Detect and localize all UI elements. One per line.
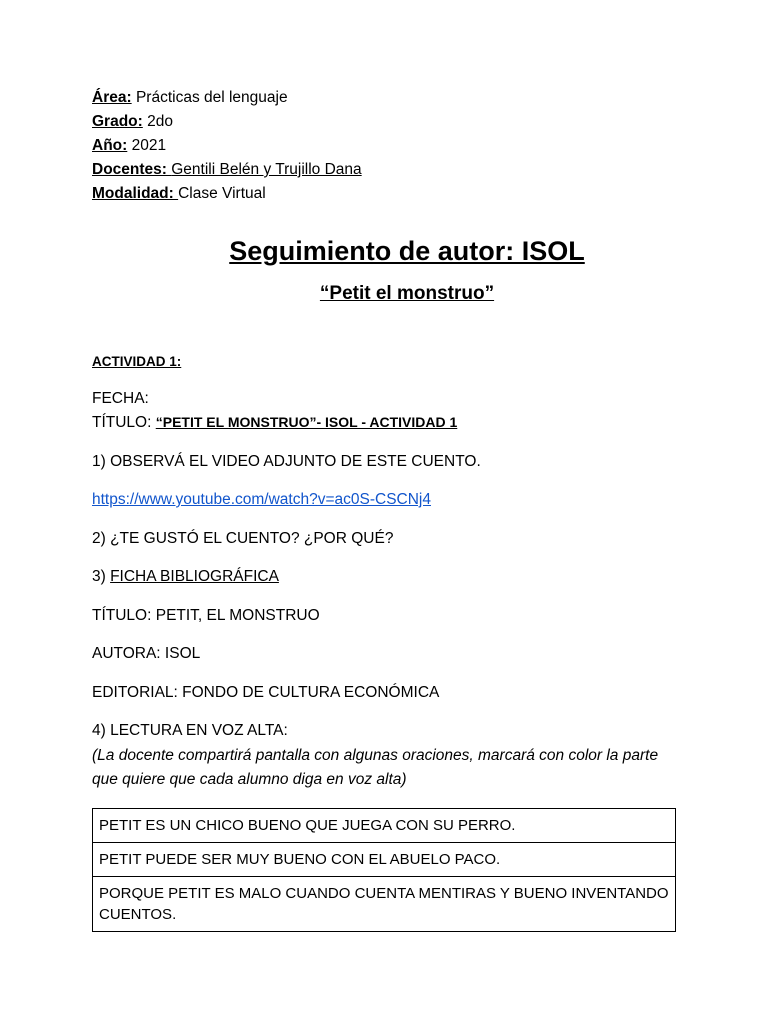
- document-page: [92, 86, 682, 923]
- docentes-value: Gentili Belén y Trujillo Dana: [171, 161, 362, 178]
- table-row: [93, 877, 676, 932]
- fecha-line: FECHA:: [92, 390, 149, 407]
- meta-area: [92, 86, 682, 110]
- anio-label: Año:: [92, 137, 128, 154]
- item-3-label: FICHA BIBLIOGRÁFICA: [110, 568, 279, 585]
- docentes-label: Docentes:: [92, 161, 172, 178]
- table-cell: PETIT PUEDE SER MUY BUENO CON EL ABUELO PACO.: [93, 843, 676, 877]
- ficha-autora: AUTORA: ISOL: [92, 645, 201, 662]
- table-row: [93, 843, 676, 877]
- item-4: 4) LECTURA EN VOZ ALTA:: [92, 722, 288, 739]
- area-value: Prácticas del lenguaje: [135, 89, 288, 106]
- titulo-label: TÍTULO:: [92, 414, 156, 431]
- area-label: Área:: [92, 89, 132, 106]
- video-link-line: [92, 491, 431, 509]
- grado-label: Grado:: [92, 113, 143, 130]
- item-2: 2) ¿TE GUSTÓ EL CUENTO? ¿POR QUÉ?: [92, 530, 394, 547]
- titulo-value: “PETIT EL MONSTRUO”- ISOL - ACTIVIDAD 1: [155, 414, 458, 430]
- meta-docentes: [92, 158, 682, 182]
- item-1: 1) OBSERVÁ EL VIDEO ADJUNTO DE ESTE CUENTO.: [92, 453, 481, 470]
- anio-value: 2021: [131, 137, 167, 154]
- grado-value: 2do: [147, 113, 173, 130]
- page-title: Seguimiento de autor: ISOL: [229, 236, 585, 266]
- meta-grado: [92, 110, 682, 134]
- table-cell: PORQUE PETIT ES MALO CUANDO CUENTA MENTIRAS Y BUENO INVENTANDO CUENTOS.: [93, 877, 676, 932]
- meta-modalidad: [92, 182, 682, 206]
- activity-heading: ACTIVIDAD 1:: [92, 354, 182, 369]
- modalidad-value: Clase Virtual: [178, 185, 266, 202]
- modalidad-label: Modalidad:: [92, 185, 179, 202]
- titulo-line: [92, 414, 457, 432]
- sentences-table: [92, 808, 676, 932]
- item-3-prefix: 3): [92, 568, 111, 585]
- table-cell: PETIT ES UN CHICO BUENO QUE JUEGA CON SU PERRO.: [93, 809, 676, 843]
- item-3: [92, 568, 279, 586]
- ficha-editorial: EDITORIAL: FONDO DE CULTURA ECONÓMICA: [92, 684, 440, 701]
- item-4-note: (La docente compartirá pantalla con algunas oraciones, marcará con color la parte que quiere que cada alumno diga en voz alta): [92, 747, 659, 788]
- video-link[interactable]: https://www.youtube.com/watch?v=ac0S-CSCNj4: [92, 491, 431, 508]
- table-row: [93, 809, 676, 843]
- page-subtitle: “Petit el monstruo”: [319, 283, 495, 304]
- ficha-titulo: TÍTULO: PETIT, EL MONSTRUO: [92, 607, 320, 624]
- meta-anio: [92, 134, 682, 158]
